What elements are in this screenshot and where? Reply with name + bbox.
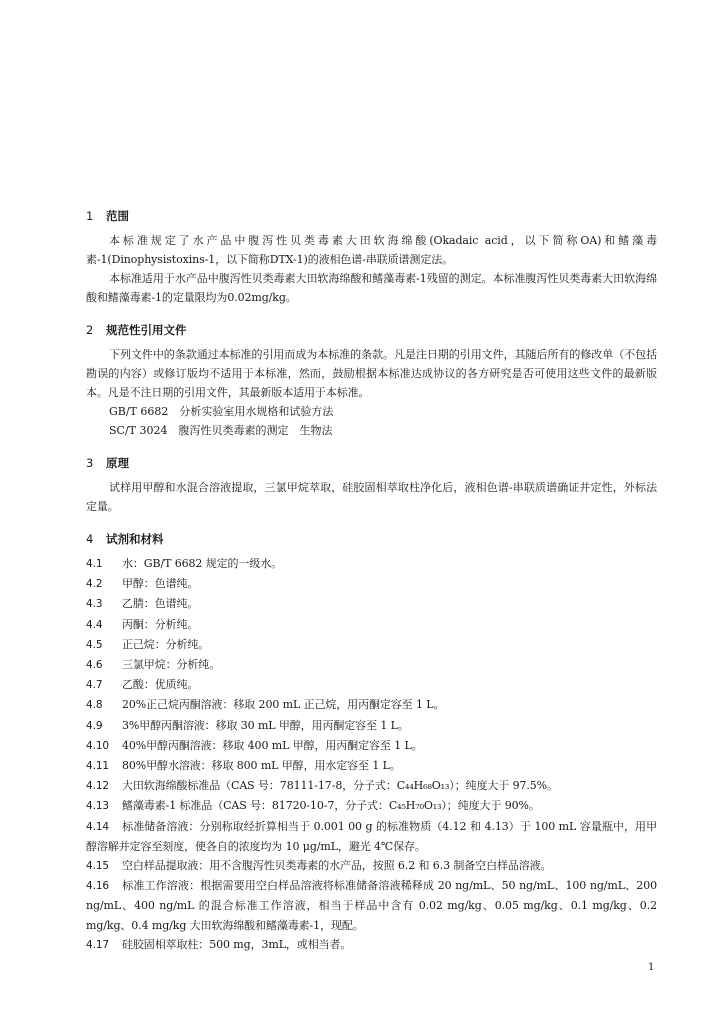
section-title: 试剂和材料 [106, 532, 164, 546]
item-number: 4.5 [86, 638, 103, 651]
reagent-item [86, 695, 657, 715]
item-text: 硅胶固相萃取柱：500 mg，3mL，或相当者。 [122, 937, 352, 951]
reagent-item [86, 756, 657, 776]
reagent-item [86, 655, 657, 675]
item-text: 空白样品提取液：用不含腹泻性贝类毒素的水产品，按照 6.2 和 6.3 制备空白样品溶液。 [122, 859, 552, 873]
reagent-item [86, 776, 657, 796]
item-number: 4.17 [86, 938, 109, 951]
item-text: 鳍藻毒素-1 标准品（CAS 号：81720-10-7，分子式：C₄₅H₇₀O₁₃）；纯度大于 90%。 [122, 799, 540, 813]
item-text: 80%甲醇水溶液：移取 800 mL 甲醇，用水定容至 1 L。 [122, 759, 401, 773]
item-text: 标准工作溶液：根据需要用空白样品溶液将标准储备溶液稀释成 20 ng/mL、50 ng/mL、100 ng/mL、200 ng/mL、400 ng/mL 的混合标准工作溶液，相当于样品中含有 0.02 mg/kg、0.05 mg/kg、0.1 mg/kg、0.2 mg/kg、0.4 mg/kg 大田软海绵酸和鳍藻毒素-1，现配。 [86, 879, 657, 932]
item-number: 4.14 [86, 820, 109, 833]
reagent-item [86, 554, 657, 574]
reagent-item [86, 876, 657, 935]
section-number: 4 [86, 532, 94, 546]
item-text: 标准储备溶液：分别称取经折算相当于 0.001 00 g 的标准物质（4.12 和 4.13）于 100 mL 容量瓶中，用甲醇溶解并定容至刻度，使各自的浓度均为 10 μg/mL，避光 4℃保存。 [86, 819, 657, 853]
section-title: 原理 [106, 456, 129, 470]
item-text: 40%甲醇丙酮溶液：移取 400 mL 甲醇，用丙酮定容至 1 L。 [122, 738, 423, 752]
item-text: 三氯甲烷：分析纯。 [122, 658, 221, 672]
item-number: 4.9 [86, 719, 103, 732]
item-text: 水：GB/T 6682 规定的一级水。 [122, 557, 283, 570]
section-title: 范围 [106, 209, 129, 223]
reagent-item [86, 817, 657, 856]
reagent-item [86, 716, 657, 736]
section-title: 规范性引用文件 [106, 323, 187, 337]
item-text: 3%甲醇丙酮溶液：移取 30 mL 甲醇，用丙酮定容至 1 L。 [122, 718, 409, 732]
reagent-item [86, 675, 657, 695]
item-text: 乙腈：色谱纯。 [122, 597, 199, 611]
item-number: 4.7 [86, 679, 103, 692]
item-text: 乙酸：优质纯。 [122, 678, 199, 692]
reagent-item [86, 796, 657, 816]
item-number: 4.3 [86, 598, 103, 611]
item-number: 4.10 [86, 739, 109, 752]
item-text: 大田软海绵酸标准品（CAS 号：78111-17-8，分子式：C₄₄H₆₈O₁₃）；纯度大于 97.5%。 [122, 779, 558, 793]
page-number: 1 [648, 962, 655, 973]
item-number: 4.8 [86, 699, 103, 712]
item-number: 4.6 [86, 659, 103, 672]
section-heading-scope [86, 207, 657, 225]
scope-paragraph: 本标准适用于水产品中腹泻性贝类毒素大田软海绵酸和鳍藻毒素-1残留的测定。本标准腹泻性贝类毒素大田软海绵酸和鳍藻毒素-1的定量限均为0.02mg/kg。 [86, 272, 657, 304]
item-number: 4.4 [86, 618, 103, 631]
normative-reference: GB/T 6682 分析实验室用水规格和试验方法 [109, 405, 334, 418]
reagent-item [86, 594, 657, 614]
document-body [86, 207, 657, 955]
item-text: 甲醇：色谱纯。 [122, 577, 199, 591]
item-number: 4.15 [86, 860, 109, 873]
section-number: 2 [86, 323, 94, 337]
item-number: 4.11 [86, 760, 109, 773]
item-number: 4.12 [86, 780, 109, 793]
item-number: 4.13 [86, 800, 109, 813]
item-text: 20%正己烷丙酮溶液：移取 200 mL 正己烷，用丙酮定容至 1 L。 [122, 698, 445, 712]
item-text: 丙酮：分析纯。 [122, 617, 199, 631]
section-heading-normative [86, 321, 657, 339]
normative-paragraph: 下列文件中的条款通过本标准的引用而成为本标准的条款。凡是注日期的引用文件，其随后所有的修改单（不包括勘误的内容）或修订版均不适用于本标准，然而，鼓励根据本标准达成协议的各方研究是否可使用这些文件的最新版本。凡是不注日期的引用文件，其最新版本适用于本标准。 [86, 348, 657, 399]
reagent-item [86, 736, 657, 756]
principle-paragraph: 试样用甲醇和水混合溶液提取，三氯甲烷萃取，硅胶固相萃取柱净化后，液相色谱-串联质谱确证并定性，外标法定量。 [86, 481, 657, 513]
section-heading-reagents [86, 530, 657, 548]
reagent-item [86, 635, 657, 655]
reagent-item [86, 935, 657, 955]
scope-paragraph: 本标准规定了水产品中腹泻性贝类毒素大田软海绵酸(Okadaic acid，以下简称OA)和鳍藻毒素-1(Dinophysistoxins-1，以下简称DTX-1)的液相色谱-串联质谱测定法。 [86, 234, 657, 266]
item-text: 正己烷：分析纯。 [122, 637, 210, 651]
reagent-item [86, 574, 657, 594]
item-number: 4.2 [86, 578, 103, 591]
section-number: 1 [86, 209, 94, 223]
section-number: 3 [86, 456, 94, 470]
reagent-item [86, 856, 657, 876]
normative-reference: SC/T 3024 腹泻性贝类毒素的测定 生物法 [109, 424, 333, 437]
item-number: 4.1 [86, 558, 103, 570]
reagent-item [86, 615, 657, 635]
item-number: 4.16 [86, 880, 109, 893]
section-heading-principle [86, 454, 657, 472]
